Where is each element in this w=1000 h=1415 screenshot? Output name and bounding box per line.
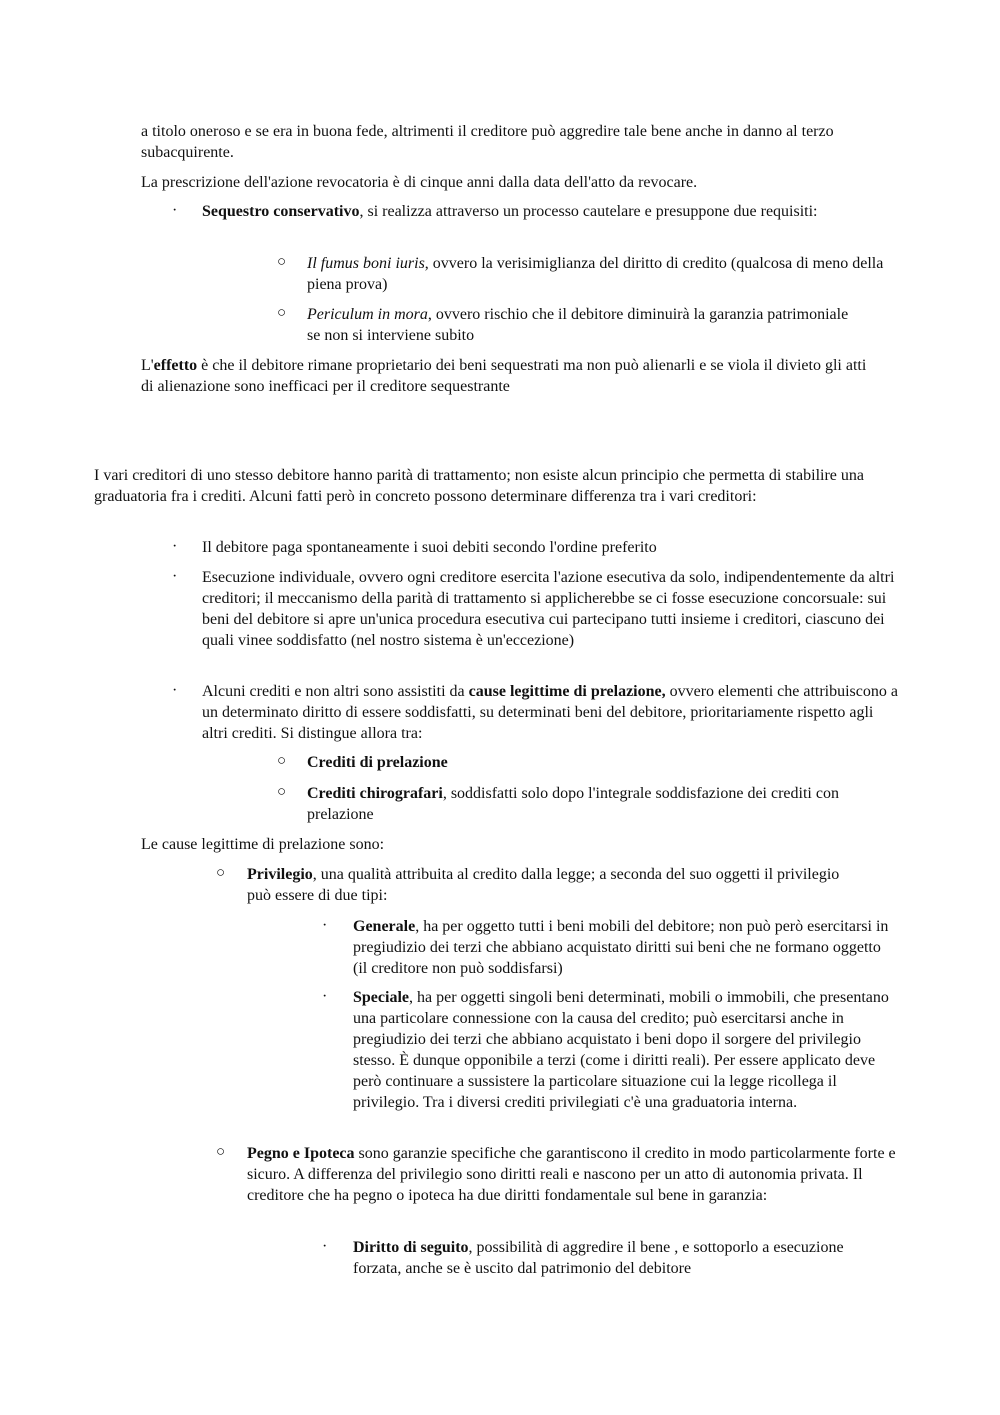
term-effetto: effetto xyxy=(153,357,198,374)
effetto-prefix: L' xyxy=(141,357,154,374)
paragraph-buona-fede: a titolo oneroso e se era in buona fede, altrimenti il creditore può aggredire tale bene anche in danno al terzo subacquirente. xyxy=(141,123,834,161)
bullet-marker: · xyxy=(172,568,178,585)
bullet-marker: · xyxy=(322,1238,328,1255)
circle-marker: ○ xyxy=(277,784,287,800)
term-generale: Generale xyxy=(353,918,416,935)
list-item-sequestro xyxy=(202,201,862,222)
text-sequestro: , si realizza attraverso un processo cautelare e presuppone due requisiti: xyxy=(359,203,818,220)
text-fatto-3-pre: Alcuni crediti e non altri sono assistiti da xyxy=(202,683,469,700)
list-item-crediti-prelazione xyxy=(307,752,897,773)
list-item-diritto-seguito xyxy=(353,1237,893,1279)
bullet-marker: · xyxy=(322,988,328,1005)
bullet-marker: · xyxy=(172,538,178,555)
term-speciale: Speciale xyxy=(353,989,409,1006)
text-pegno-ipoteca: sono garanzie specifiche che garantiscono il credito in modo particolarmente forte e sicuro. A differenza del privilegio sono diritti reali e nascono per un atto di autonomia privata. Il creditore che ha pegno o ipoteca ha due diritti fondamentale sul bene in garanzia: xyxy=(247,1145,896,1204)
circle-marker: ○ xyxy=(216,865,226,881)
circle-marker: ○ xyxy=(216,1144,226,1160)
list-item-fatto-1: Il debitore paga spontaneamente i suoi debiti secondo l'ordine preferito xyxy=(202,539,657,556)
list-item-speciale xyxy=(353,987,898,1113)
text-fatto-3-post: ovvero elementi che attribuiscono a un determinato diritto di essere soddisfatti, su determinati beni del debitore, prioritariamente rispetto agli altri crediti. Si distingue allora tra: xyxy=(202,683,898,742)
text-privilegio: , una qualità attribuita al credito dalla legge; a seconda del suo oggetti il privilegio può essere di due tipi: xyxy=(247,866,840,904)
text-effetto: è che il debitore rimane proprietario dei beni sequestrati ma non può alienarli e se viola il divieto gli atti di alienazione sono inefficaci per il creditore sequestrante xyxy=(141,357,867,395)
list-item-pegno-ipoteca xyxy=(247,1143,907,1206)
term-diritto-seguito: Diritto di seguito xyxy=(353,1239,469,1256)
text-speciale: , ha per oggetti singoli beni determinati, mobili o immobili, che presentano una particolare connessione con la causa del credito; può esercitarsi anche in pregiudizio dei terzi che abbiano acquistato i beni dopo il sorgere del privilegio stesso. È dunque opponibile a terzi (come i diritti reali). Per essere applicato deve però continuare a sussistere la particolare situazione cui la legge ricollega il privilegio. Tra i diversi crediti privilegiati c'è una graduatoria interna. xyxy=(353,989,889,1111)
term-sequestro: Sequestro conservativo xyxy=(202,203,360,220)
text-crediti-chirografari: , soddisfatti solo dopo l'integrale soddisfazione dei crediti con prelazione xyxy=(307,785,839,823)
bullet-marker: · xyxy=(322,917,328,934)
paragraph-creditori: I vari creditori di uno stesso debitore hanno parità di trattamento; non esiste alcun principio che permetta di stabilire una graduatoria fra i crediti. Alcuni fatti però in concreto possono determinare differenza tra i vari creditori: xyxy=(94,467,864,505)
term-crediti-chirografari: Crediti chirografari xyxy=(307,785,443,802)
bullet-marker: · xyxy=(172,682,178,699)
list-item-fumus xyxy=(307,253,897,295)
term-cause-legittime: cause legittime di prelazione, xyxy=(468,683,666,700)
paragraph-cause: Le cause legittime di prelazione sono: xyxy=(141,836,385,853)
list-item-crediti-chirografari xyxy=(307,783,897,825)
text-diritto-seguito: , possibilità di aggredire il bene , e sottoporlo a esecuzione forzata, anche se è uscito dal patrimonio del debitore xyxy=(353,1239,844,1277)
term-crediti-prelazione: Crediti di prelazione xyxy=(307,754,448,771)
term-periculum: Periculum in mora xyxy=(307,306,428,323)
list-item-generale xyxy=(353,916,893,979)
list-item-privilegio xyxy=(247,864,867,906)
list-item-fatto-2: Esecuzione individuale, ovvero ogni creditore esercita l'azione esecutiva da solo, indipendentemente da altri creditori; il meccanismo della parità di trattamento si applicherebbe se ci fosse esecuzione concorsuale: sui beni del debitore si apre un'unica procedura esecutiva cui partecipano tutti insieme i creditori, ciascuno dei quali vinee soddisfatto (nel nostro sistema è un'eccezione) xyxy=(202,569,895,649)
paragraph-effetto xyxy=(141,355,881,397)
term-privilegio: Privilegio xyxy=(247,866,313,883)
circle-marker: ○ xyxy=(277,254,287,270)
text-generale: , ha per oggetto tutti i beni mobili del debitore; non può però esercitarsi in pregiudizio dei terzi che abbiano acquistato diritti sui beni che ne formano oggetto (il creditore non può soddisfarsi) xyxy=(353,918,889,977)
list-item-fatto-3 xyxy=(202,681,902,744)
term-fumus: Il fumus boni iuris xyxy=(307,255,425,272)
circle-marker: ○ xyxy=(277,753,287,769)
paragraph-prescrizione: La prescrizione dell'azione revocatoria è di cinque anni dalla data dell'atto da revocare. xyxy=(141,174,698,191)
bullet-marker: · xyxy=(172,202,178,219)
text-periculum: , ovvero rischio che il debitore diminuirà la garanzia patrimoniale se non si interviene subito xyxy=(307,306,849,344)
text-fumus: , ovvero la verisimiglianza del diritto di credito (qualcosa di meno della piena prova) xyxy=(307,255,884,293)
list-item-periculum xyxy=(307,304,852,346)
circle-marker: ○ xyxy=(277,305,287,321)
term-pegno-ipoteca: Pegno e Ipoteca xyxy=(247,1145,355,1162)
